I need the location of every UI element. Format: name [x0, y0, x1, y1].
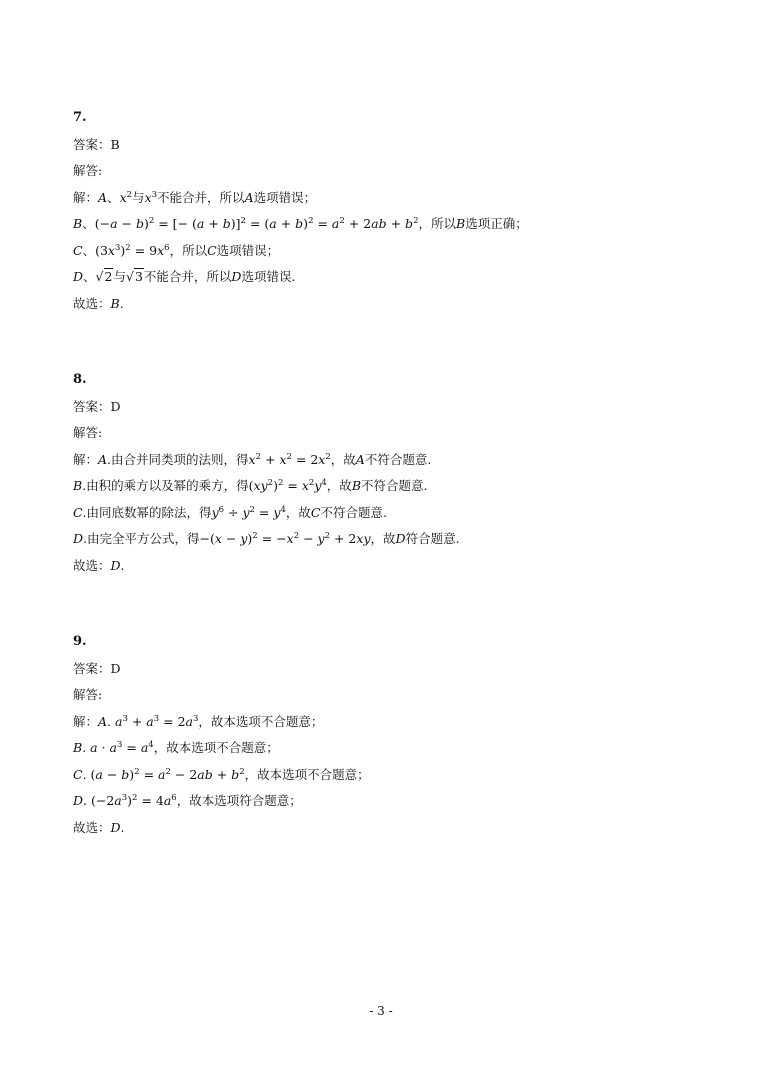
solution-line: C. $(a - b)^2 = a^2 - 2ab + b^2$，故本选项不合题意；: [73, 766, 370, 782]
solution-line: B、$(-a - b)^2$ = [− $(a + b)]^2 = (a + b)^2 = a^2 + 2ab + b^2$，所以B选项正确；: [73, 216, 528, 231]
answer-line: 答案：D: [73, 660, 121, 676]
question-number: 8.: [73, 372, 87, 387]
question-number: 7.: [73, 110, 87, 125]
explain-label: 解答:: [73, 163, 103, 178]
question-number: 9.: [73, 634, 87, 649]
answer-line: 答案：B: [73, 136, 120, 152]
solution-line: B.由积的乘方以及幂的乘方，得$(xy^2)^2 = x^2y^4$，故B不符合题意.: [73, 478, 428, 493]
answer-line: 答案：D: [73, 398, 121, 414]
conclusion-line: 故选：B.: [73, 295, 124, 311]
solution-line: 解：A、$x^2$与$x^3$不能合并，所以A选项错误；: [73, 189, 317, 205]
page-number: - 3 -: [369, 1004, 393, 1018]
solution-line: C.由同底数幂的除法，得$y^6 \div y^2 = y^4$，故C不符合题意.: [73, 504, 387, 520]
explain-label: 解答:: [73, 687, 103, 702]
question-8: [73, 367, 713, 579]
solution-line: B. $a \cdot a^3 = a^4$，故本选项不合题意；: [73, 740, 279, 755]
solution-line: D.由完全平方公式，得$-(x - y)^2 = -x^2 - y^2 + 2xy$，故D符合题意.: [73, 531, 460, 546]
question-9: [73, 629, 713, 841]
question-7: [73, 105, 713, 317]
solution-line: 解：A.由合并同类项的法则，得$x^2 + x^2 = 2x^2$，故A不符合题意.: [73, 451, 432, 467]
explain-label: 解答:: [73, 425, 103, 440]
solution-line: C、$(3x^3)^2 = 9x^6$，所以C选项错误；: [73, 242, 280, 258]
conclusion-line: 故选：D.: [73, 819, 125, 835]
solution-line: D、√2与√3不能合并，所以D选项错误.: [73, 269, 296, 284]
solution-line: D. $(-2a^3)^2 = 4a^6$，故本选项符合题意；: [73, 793, 302, 808]
solution-line: 解：A. $a^3 + a^3 = 2a^3$，故本选项不合题意；: [73, 713, 324, 729]
conclusion-line: 故选：D.: [73, 557, 125, 573]
